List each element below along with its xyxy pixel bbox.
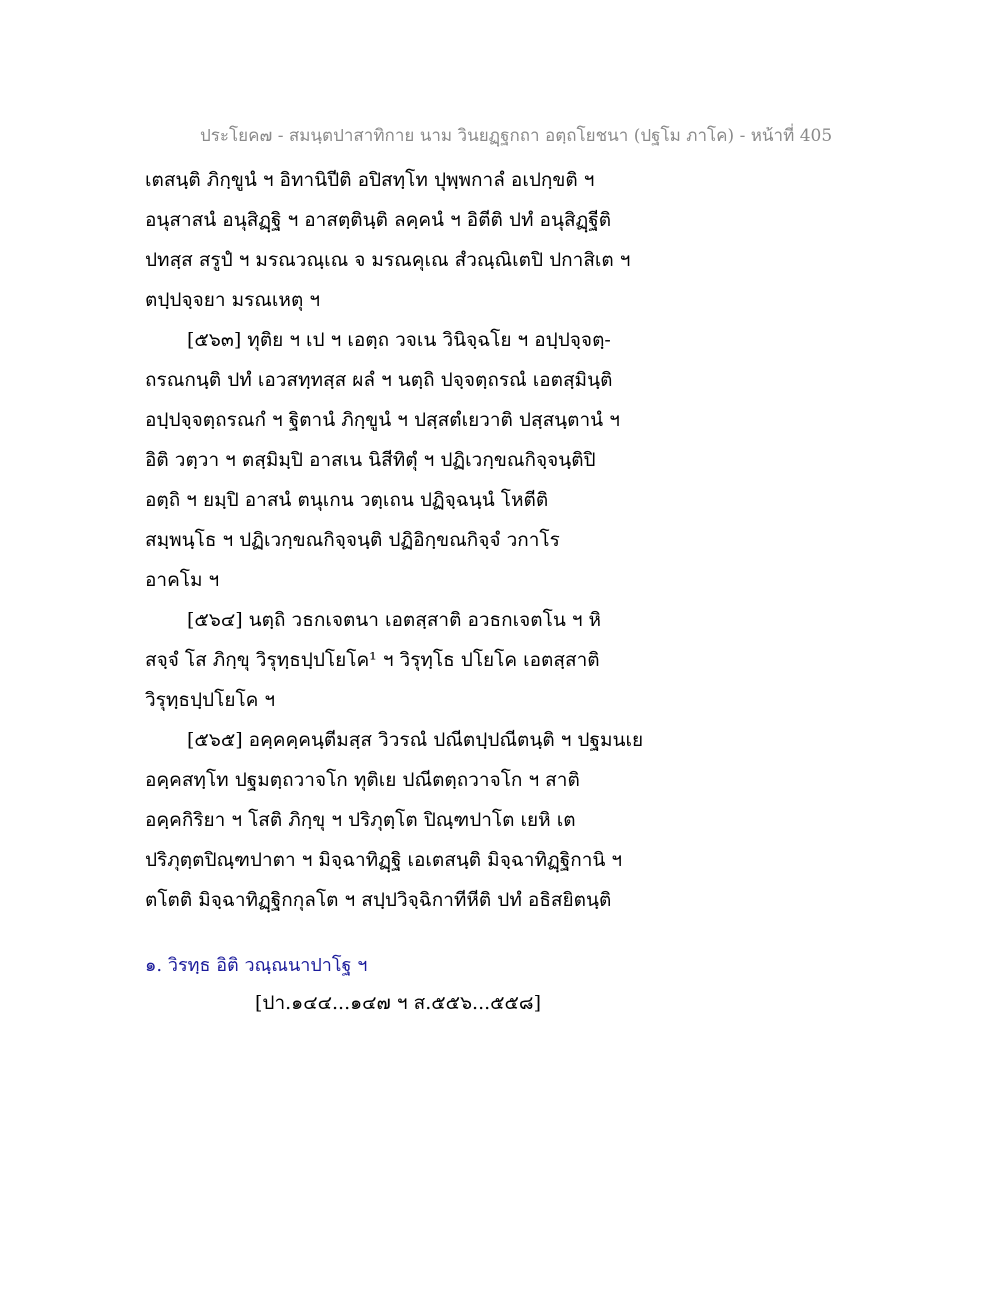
text-line: อคฺคกิริยา ฯ โสติ ภิกฺขุ ฯ ปริภุตฺโต ปิณฺฑปาโต เยหิ เต <box>145 809 576 831</box>
text-line: ตปฺปจฺจยา มรณเหตุ ฯ <box>145 289 320 311</box>
text-line: อนุสาสนํ อนุสิฏฺฐิ ฯ อาสตฺตินฺติ ลคฺคนํ ฯ อิตีติ ปทํ อนุสิฏฺฐีติ <box>145 209 612 231</box>
text-line: ปริภุตฺตปิณฺฑปาตา ฯ มิจฺฉาทิฏฺฐิ เอเตสนฺติ มิจฺฉาทิฏฺฐิกานิ ฯ <box>145 849 623 871</box>
text-line: ถรณกนฺติ ปทํ เอวสทฺทสฺส ผลํ ฯ นตฺถิ ปจฺจตฺถรณํ เอตสฺมินฺติ <box>145 369 613 391</box>
text-line: อาคโม ฯ <box>145 569 220 591</box>
page-reference: [ปา.๑๔๔...๑๔๗ ฯ ส.๕๕๖...๕๕๘] <box>255 992 542 1014</box>
text-line: ตโตติ มิจฺฉาทิฏฺฐิกกุลโต ฯ สปฺปวิจฺฉิกาทีหีติ ปทํ อธิสยิตนฺติ <box>145 889 612 911</box>
text-line: สมฺพนฺโธ ฯ ปฏิเวกฺขณกิจฺจนฺติ ปฏิอิกฺขณกิจฺจํ วกาโร <box>145 529 560 551</box>
text-line: วิรุทฺธปฺปโยโค ฯ <box>145 689 276 711</box>
text-line: อคฺคสทฺโท ปฐมตฺถวาจโก ทุติเย ปณีตตฺถวาจโก ฯ สาติ <box>145 769 580 791</box>
text-line: อตฺถิ ฯ ยมฺปิ อาสนํ ตนุเกน วตฺเถน ปฏิจฺฉนฺนํ โหตีติ <box>145 489 549 511</box>
footnote: ๑. วิรทฺธ อิติ วณฺณนาปาโฐ ฯ <box>145 955 368 976</box>
paragraph-start-565: [๕๖๕] อคฺคคฺคนฺตีมสฺส วิวรณํ ปณีตปฺปณีตนฺติ ฯ ปฐมนเย <box>187 729 644 751</box>
paragraph-start-564: [๕๖๔] นตฺถิ วธกเจตนา เอตสฺสาติ อวธกเจตโน ฯ หิ <box>187 609 602 631</box>
text-line: ปทสฺส สรูปํ ฯ มรณวณฺเณ จ มรณคุเณ สํวณฺณิเตปิ ปกาสิเต ฯ <box>145 249 631 271</box>
running-header: ประโยค๗ - สมนฺตปาสาทิกาย นาม วินยฏฺฐกถา อตฺถโยชนา (ปฐโม ภาโค) - หน้าที่ 405 <box>200 126 833 146</box>
body-text <box>145 160 845 920</box>
text-line: อิติ วตฺวา ฯ ตสฺมิมฺปิ อาสเน นิสีทิตุํ ฯ ปฏิเวกฺขณกิจฺจนฺติปิ <box>145 449 596 471</box>
text-line: เตสนฺติ ภิกฺขูนํ ฯ อิทานิปีติ อปิสทฺโท ปุพฺพกาลํ อเปกฺขติ ฯ <box>145 169 595 191</box>
text-line: อปฺปจฺจตฺถรณกํ ฯ ฐิตานํ ภิกฺขูนํ ฯ ปสฺสตํเยวาติ ปสฺสนฺตานํ ฯ <box>145 409 620 431</box>
text-line: สจฺจํ โส ภิกฺขุ วิรุทฺธปฺปโยโค¹ ฯ วิรุทฺโธ ปโยโค เอตสฺสาติ <box>145 649 600 671</box>
paragraph-start-563: [๕๖๓] ทุติย ฯ เป ฯ เอตฺถ วจเน วินิจฺฉโย ฯ อปฺปจฺจตฺ- <box>187 329 611 351</box>
